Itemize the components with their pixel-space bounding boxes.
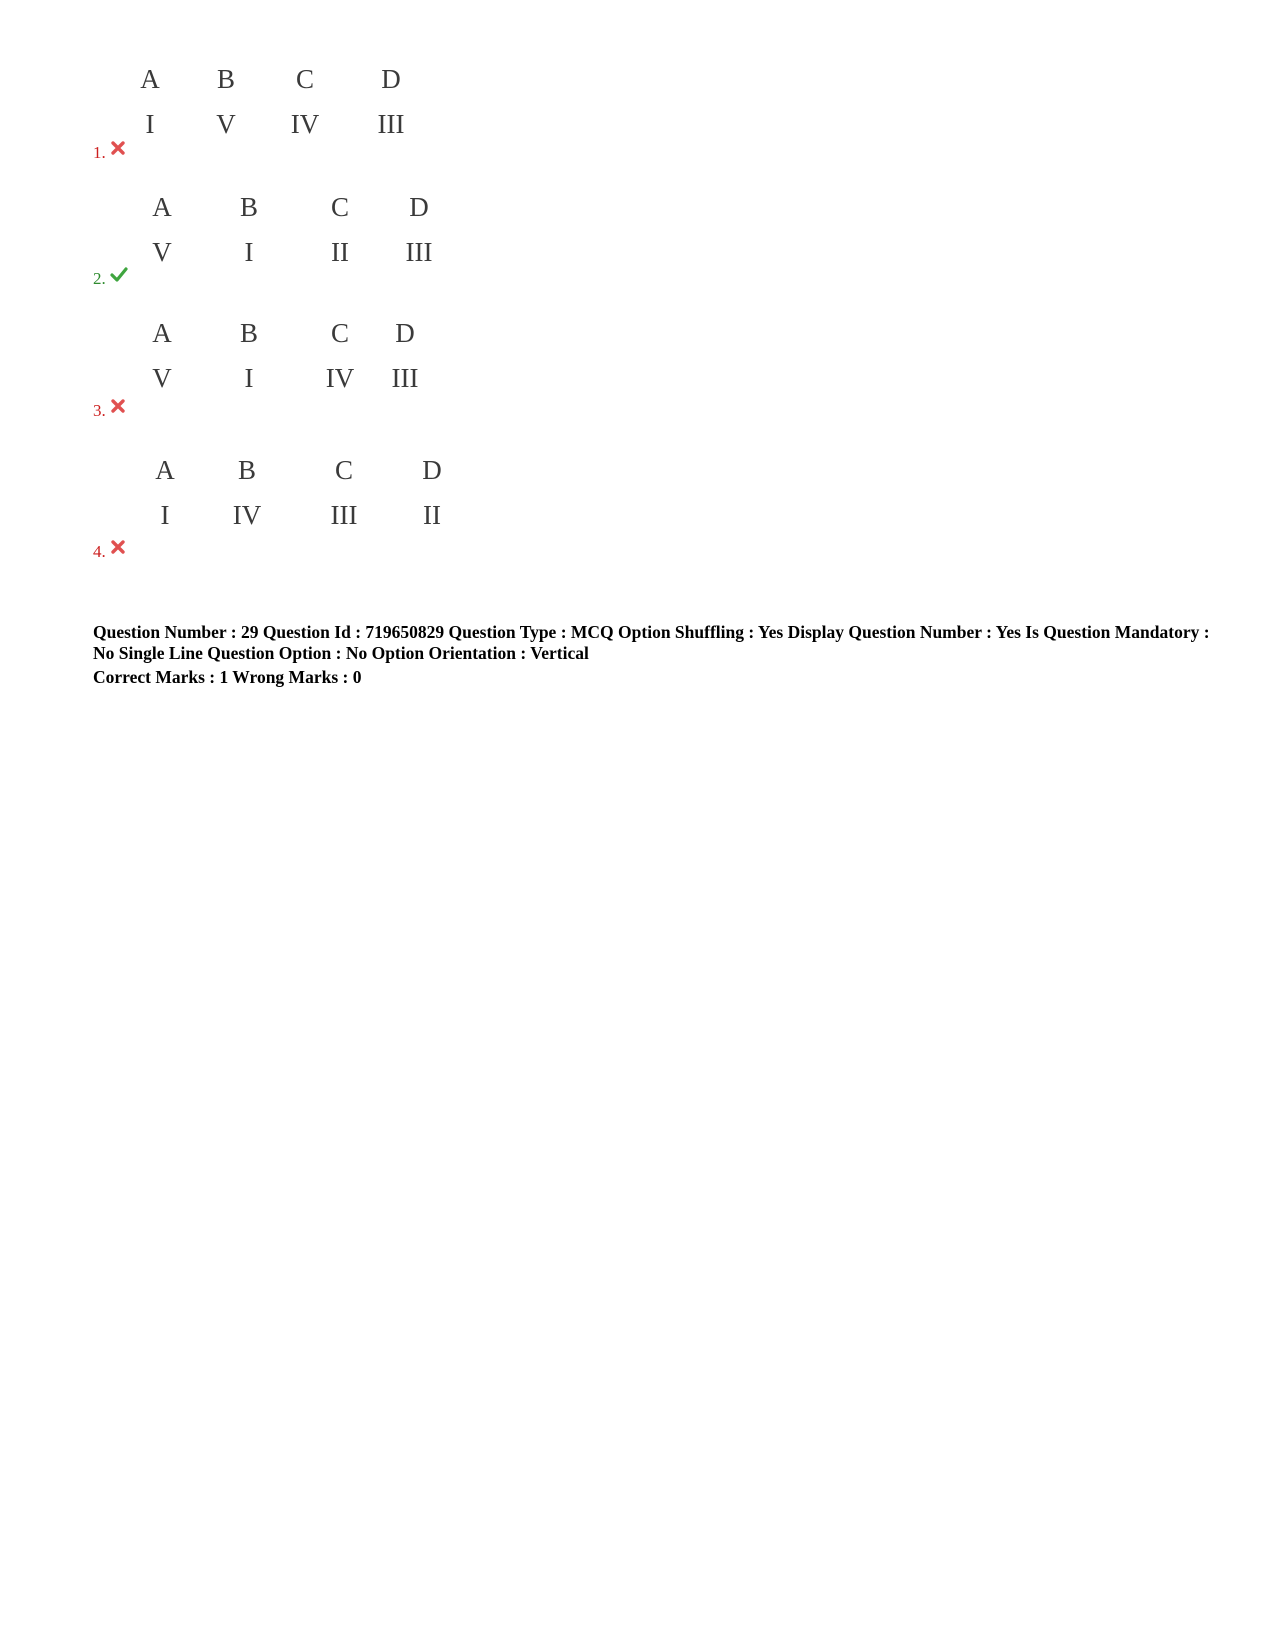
- match-grid: [0, 316, 600, 416]
- option-3: [0, 316, 600, 446]
- grid-value-c: IV: [290, 109, 320, 139]
- cross-icon: [110, 398, 126, 414]
- grid-value-a: I: [145, 109, 155, 139]
- grid-value-c: II: [331, 237, 349, 267]
- option-label: [93, 543, 126, 560]
- question-meta: [93, 622, 1213, 688]
- match-grid: [0, 62, 600, 162]
- grid-header-c: C: [295, 64, 315, 94]
- grid-value-b: IV: [232, 500, 262, 530]
- grid-header-c: C: [334, 455, 354, 485]
- grid-value-a: V: [152, 363, 172, 393]
- grid-value-d: III: [391, 363, 419, 393]
- match-grid: [0, 453, 600, 553]
- grid-value-b: V: [216, 109, 236, 139]
- question-meta-line: Question Number : 29 Question Id : 719650829 Question Type : MCQ Option Shuffling : Yes Display Question Number : Yes Is Question Mandatory : No Single Line Question Option : No Option Orientation : Vertical: [93, 622, 1210, 663]
- option-label: [93, 270, 126, 287]
- option-number: 1.: [93, 143, 106, 162]
- check-icon: [110, 266, 126, 282]
- grid-header-b: B: [216, 64, 236, 94]
- grid-value-b: I: [244, 363, 254, 393]
- grid-header-a: A: [152, 192, 172, 222]
- grid-value-c: III: [330, 500, 358, 530]
- cross-icon: [110, 140, 126, 156]
- grid-header-c: C: [330, 192, 350, 222]
- grid-header-b: B: [239, 192, 259, 222]
- option-2: [0, 190, 600, 320]
- grid-header-d: D: [409, 192, 429, 222]
- option-number: 3.: [93, 401, 106, 420]
- grid-header-b: B: [237, 455, 257, 485]
- grid-header-b: B: [239, 318, 259, 348]
- grid-header-a: A: [140, 64, 160, 94]
- grid-value-a: V: [152, 237, 172, 267]
- grid-header-d: D: [395, 318, 415, 348]
- option-4: [0, 453, 600, 583]
- match-grid: [0, 190, 600, 290]
- grid-value-d: III: [377, 109, 405, 139]
- grid-value-b: I: [244, 237, 254, 267]
- grid-header-d: D: [381, 64, 401, 94]
- grid-header-d: D: [422, 455, 442, 485]
- grid-value-c: IV: [325, 363, 355, 393]
- grid-header-a: A: [152, 318, 172, 348]
- grid-value-a: I: [160, 500, 170, 530]
- grid-header-c: C: [330, 318, 350, 348]
- marks-line: Correct Marks : 1 Wrong Marks : 0: [93, 667, 362, 687]
- option-number: 4.: [93, 542, 106, 561]
- grid-value-d: III: [405, 237, 433, 267]
- option-1: [0, 62, 600, 192]
- option-label: [93, 402, 126, 419]
- grid-value-d: II: [423, 500, 441, 530]
- cross-icon: [110, 539, 126, 555]
- option-number: 2.: [93, 269, 106, 288]
- grid-header-a: A: [155, 455, 175, 485]
- option-label: [93, 144, 126, 161]
